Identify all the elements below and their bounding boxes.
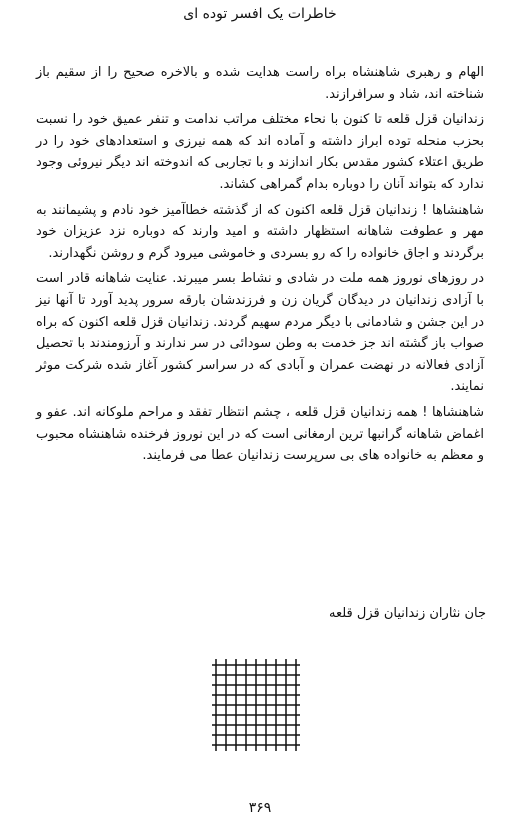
paragraph: در روزهای نوروز همه ملت در شادی و نشاط بسر میبرند. عنایت شاهانه قادر است با آزادی زندانیان در دیدگان گریان زن و فرزندشان بارقه سرور پدید آورد تا آنها نیز در این جشن و شادمانی با دیگر مردم سهیم گردند. زندانیان قزل قلعه اکنون که براه صواب باز گشته اند جز خدمت به وطن سودائی در سر ندارند و آرزومندند با تحصیل آزادی فعالانه در نهضت عمران و آبادی که در سراسر کشور آغاز شده شرکت موثر نمایند. <box>36 271 484 395</box>
letter-body <box>36 62 484 471</box>
paragraph: زندانیان قزل قلعه تا کنون با نحاء مختلف مراتب ندامت و تنفر عمیق خود را نسبت بحزب منحله توده ابراز داشته و آماده اند که همه نیرزی و استعدادهای خود را در طریق اعتلاء کشور مقدس بکار اندازند و با تجاربی که اندوخته اند دیگر نیروئی وجود ندارد که بتواند آنان را دوباره بدام گمراهی کشاند. <box>36 112 484 192</box>
paragraph: الهام و رهبری شاهنشاه براه راست هدایت شده و بالاخره صحیح را از سقیم باز شناخته اند، شاد و سرافرازند. <box>36 65 484 102</box>
signature-line: جان نثاران زندانیان قزل قلعه <box>329 606 486 621</box>
page-number: ۳۶۹ <box>248 800 272 816</box>
paragraph: شاهنشاها ! زندانیان قزل قلعه اکنون که از گذشته خطاآمیز خود نادم و پشیمانند به مهر و عطوفت شاهانه استظهار داشته و امید وارند که دوباره نزد عزیزان خود برگردند و اجاق خانواده را که رو بسردی و خاموشی میرود گرم و روشن نگهدارند. <box>36 202 484 261</box>
prison-bars-grid-illustration <box>208 655 304 755</box>
paragraph: شاهنشاها ! همه زندانیان قزل قلعه ، چشم انتظار تفقد و مراحم ملوکانه اند. عفو و اغماض شاهانه گرانبها ترین ارمغانی است که در این نوروز فرخنده شاهنشاه محبوب و معظم به خانواده های بی سرپرست زندانیان عطا می فرمایند. <box>36 404 484 464</box>
running-title: خاطرات یک افسر توده ای <box>183 6 337 22</box>
